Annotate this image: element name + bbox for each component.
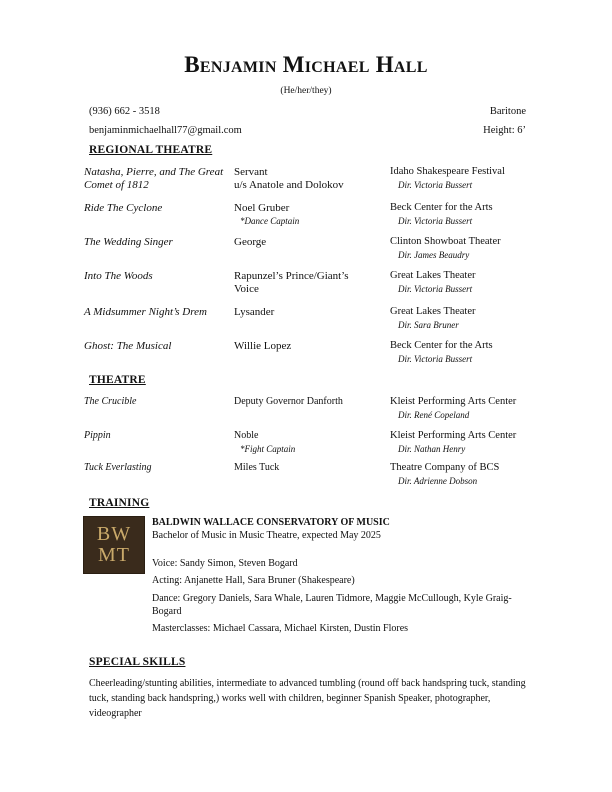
training-heading: TRAINING: [89, 497, 150, 509]
venue: [390, 462, 560, 487]
venue: [390, 236, 560, 261]
venue: [390, 202, 560, 227]
venue-name: Theatre Company of BCS: [390, 462, 500, 473]
training-acting: Acting: Anjanette Hall, Sara Bruner (Shakespeare): [152, 575, 355, 586]
role: [234, 202, 374, 227]
venue-name: Kleist Performing Arts Center: [390, 396, 517, 407]
role: [234, 166, 374, 191]
role: [234, 340, 374, 353]
show-title: A Midsummer Night’s Drem: [84, 306, 207, 318]
director: Dir. Nathan Henry: [398, 443, 466, 454]
training-masterclasses: Masterclasses: Michael Cassara, Michael Kirsten, Dustin Flores: [152, 623, 409, 634]
role-name: Noble: [234, 430, 259, 441]
venue: [390, 270, 560, 295]
training-voice: Voice: Sandy Simon, Steven Bogard: [152, 558, 298, 569]
role-name: Willie Lopez: [234, 340, 292, 352]
degree: Bachelor of Music in Music Theatre, expected May 2025: [152, 530, 381, 541]
role-note: *Fight Captain: [240, 443, 296, 454]
show-title: Tuck Everlasting: [84, 462, 152, 473]
training-dance: Dance: Gregory Daniels, Sara Whale, Lauren Tidmore, Maggie McCullough, Kyle Graig-Bogard: [152, 593, 512, 617]
venue: [390, 306, 560, 331]
venue: [390, 396, 560, 421]
role-name: Rapunzel’s Prince/Giant’s Voice: [234, 270, 349, 295]
role: [234, 462, 374, 475]
venue-name: Beck Center for the Arts: [390, 340, 493, 351]
show-title: Pippin: [84, 430, 111, 441]
director: Dir. Victoria Bussert: [398, 353, 473, 364]
role-note: *Dance Captain: [240, 215, 300, 226]
venue-name: Idaho Shakespeare Festival: [390, 166, 505, 177]
phone-number: (936) 662 - 3518: [89, 106, 160, 117]
role-name: Deputy Governor Danforth: [234, 396, 343, 407]
venue-name: Beck Center for the Arts: [390, 202, 493, 213]
role: [234, 396, 374, 409]
venue: [390, 340, 560, 365]
director: Dir. Sara Bruner: [398, 319, 459, 330]
special-skills-text: Cheerleading/stunting abilities, intermediate to advanced tumbling (round off back handspring tuck, standing tuck, standing back handspring,) works well with children, beginner Spanish Speaker, photographer, videographer: [89, 678, 526, 719]
logo-text-top: BW: [96, 523, 132, 545]
director: Dir. Victoria Bussert: [398, 283, 473, 294]
director: Dir. René Copeland: [398, 409, 470, 420]
voice-type: Baritone: [489, 106, 526, 117]
pronouns: (He/her/they): [280, 86, 332, 96]
director: Dir. Victoria Bussert: [398, 215, 473, 226]
venue: [390, 430, 560, 455]
logo-text-bottom: MT: [98, 544, 130, 566]
height: Height: 6’: [483, 125, 526, 136]
director: Dir. James Beaudry: [398, 249, 470, 260]
show-title: Ghost: The Musical: [84, 340, 172, 352]
regional-theatre-heading: REGIONAL THEATRE: [89, 144, 213, 156]
bwmt-logo: [83, 516, 145, 574]
role: [234, 236, 374, 249]
role: [234, 430, 374, 455]
director: Dir. Victoria Bussert: [398, 179, 473, 190]
special-skills-heading: SPECIAL SKILLS: [89, 656, 186, 668]
actor-name: Benjamin Michael Hall: [184, 52, 428, 77]
role-name: Lysander: [234, 306, 275, 318]
venue-name: Clinton Showboat Theater: [390, 236, 501, 247]
role: [234, 270, 374, 295]
show-title: The Wedding Singer: [84, 236, 173, 248]
role-name: Miles Tuck: [234, 462, 280, 473]
role: [234, 306, 374, 319]
venue-name: Kleist Performing Arts Center: [390, 430, 517, 441]
show-title: Into The Woods: [84, 270, 153, 282]
show-title: The Crucible: [84, 396, 137, 407]
theatre-heading: THEATRE: [89, 374, 146, 386]
venue-name: Great Lakes Theater: [390, 270, 476, 281]
venue: [390, 166, 560, 191]
venue-name: Great Lakes Theater: [390, 306, 476, 317]
role-name: Servant: [234, 166, 268, 178]
show-title: Ride The Cyclone: [84, 202, 163, 214]
role-note: u/s Anatole and Dolokov: [234, 178, 344, 191]
director: Dir. Adrienne Dobson: [398, 475, 478, 486]
role-name: Noel Gruber: [234, 202, 290, 214]
school-name: BALDWIN WALLACE CONSERVATORY OF MUSIC: [152, 517, 390, 528]
show-title: Natasha, Pierre, and The Great Comet of 1812: [84, 166, 224, 191]
email-address: benjaminmichaelhall77@gmail.com: [89, 125, 242, 136]
role-name: George: [234, 236, 267, 248]
